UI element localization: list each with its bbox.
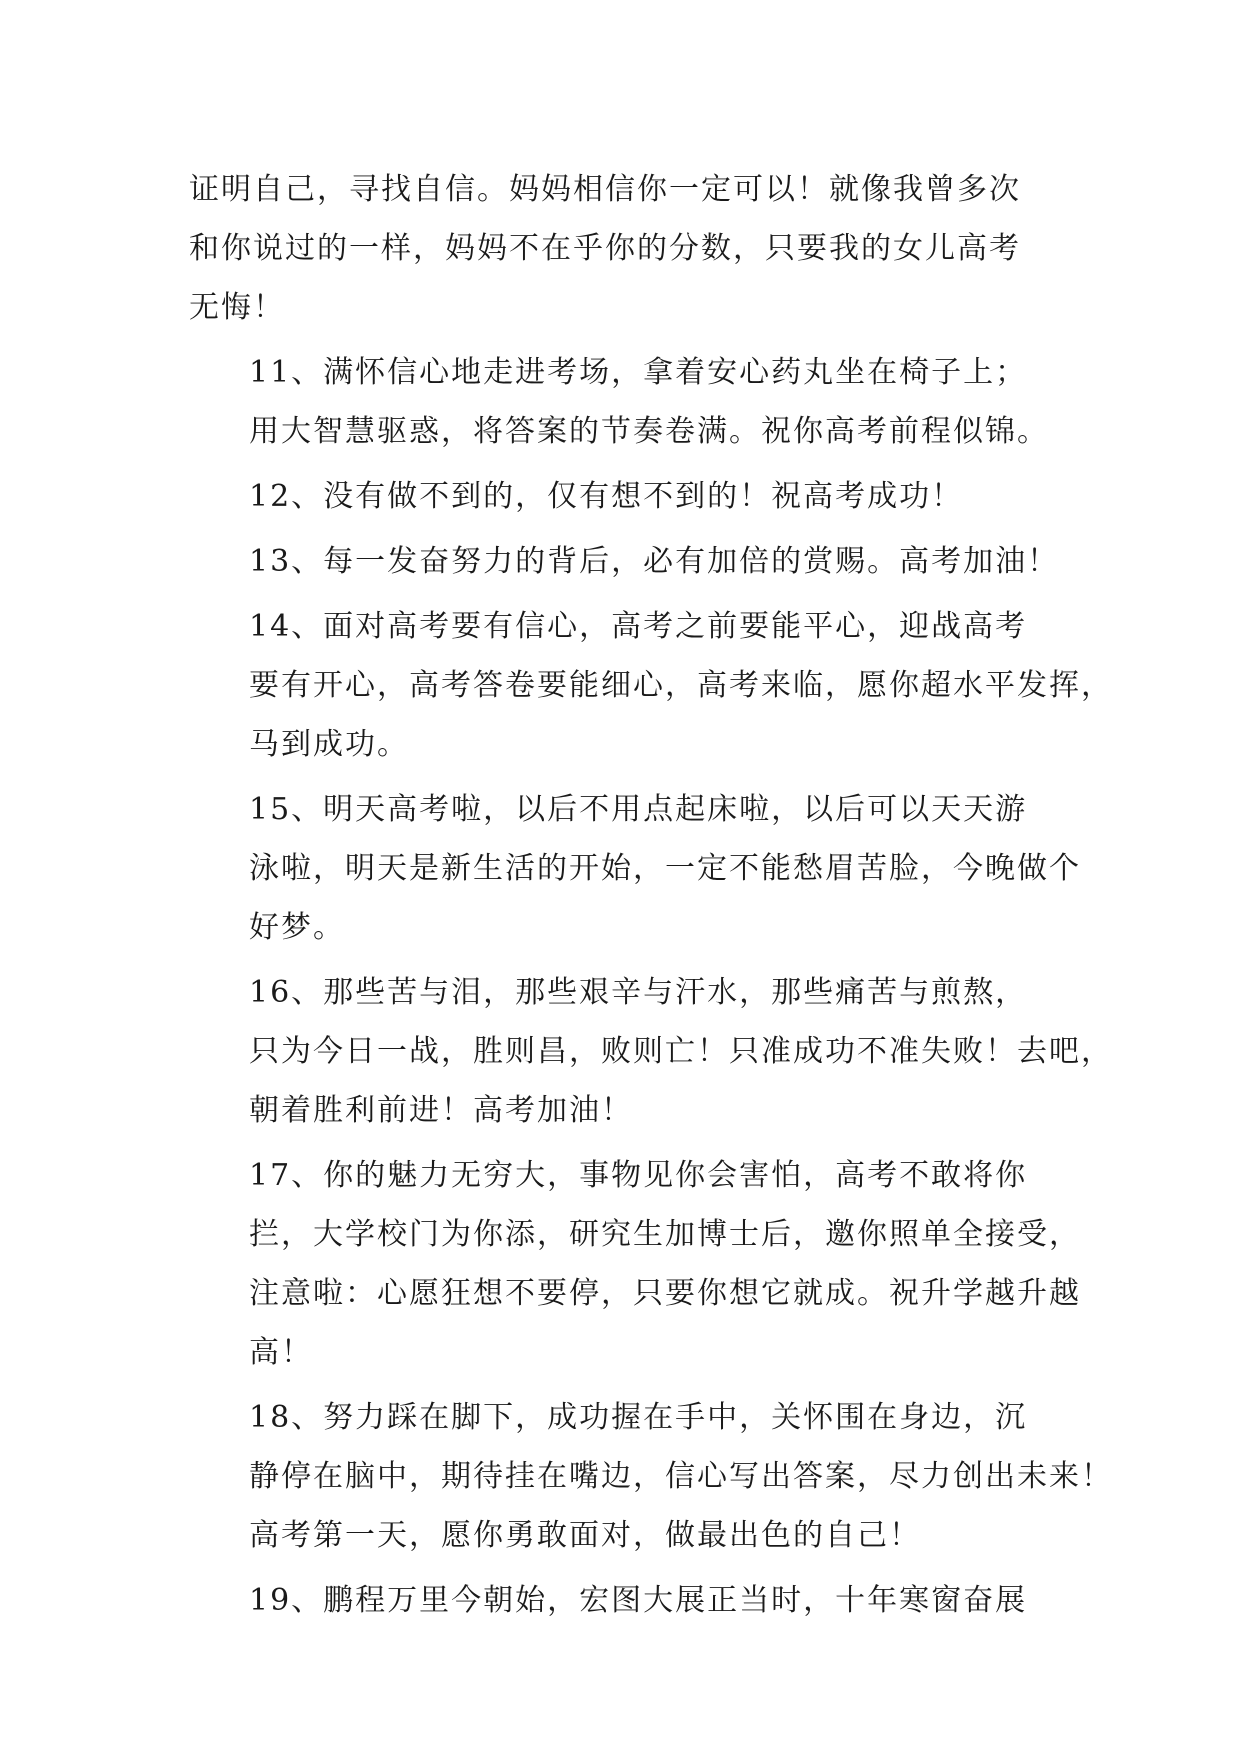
text-line: 要有开心，高考答卷要能细心，高考来临，愿你超水平发挥， [249, 668, 1113, 703]
paragraph [189, 160, 1049, 337]
paragraph [189, 343, 1049, 461]
document-page [189, 160, 1113, 1636]
text-line: 只为今日一战，胜则昌，败则亡！只准成功不准失败！去吧， [249, 1034, 1113, 1069]
paragraph [189, 597, 1113, 774]
text-line: 19、鹏程万里今朝始，宏图大展正当时，十年寒窗奋展 [249, 1583, 1028, 1618]
text-line: 马到成功。 [249, 727, 409, 762]
text-line: 好梦。 [249, 910, 345, 945]
text-line: 朝着胜利前进！高考加油！ [249, 1093, 633, 1128]
paragraph [189, 963, 1113, 1140]
text-line: 无悔！ [189, 290, 285, 325]
text-line: 静停在脑中，期待挂在嘴边，信心写出答案，尽力创出未来！ [249, 1459, 1113, 1494]
text-line: 13、每一发奋努力的背后，必有加倍的赏赐。高考加油！ [249, 544, 1060, 579]
paragraph [189, 1571, 1049, 1630]
text-line: 用大智慧驱惑，将答案的节奏卷满。祝你高考前程似锦。 [249, 414, 1049, 449]
text-line: 17、你的魅力无穷大，事物见你会害怕，高考不敢将你 [249, 1158, 1028, 1193]
text-line: 高考第一天，愿你勇敢面对，做最出色的自己！ [249, 1518, 921, 1553]
text-line: 和你说过的一样，妈妈不在乎你的分数，只要我的女儿高考 [189, 231, 1021, 266]
text-line: 注意啦：心愿狂想不要停，只要你想它就成。祝升学越升越 [249, 1276, 1081, 1311]
paragraph [189, 532, 1060, 591]
text-line: 拦，大学校门为你添，研究生加博士后，邀你照单全接受， [249, 1217, 1081, 1252]
text-line: 12、没有做不到的，仅有想不到的！祝高考成功！ [249, 479, 964, 514]
paragraph [189, 780, 1081, 957]
text-line: 证明自己，寻找自信。妈妈相信你一定可以！就像我曾多次 [189, 172, 1021, 207]
document-body [189, 160, 1113, 1630]
text-line: 泳啦，明天是新生活的开始，一定不能愁眉苦脸，今晚做个 [249, 851, 1081, 886]
text-line: 15、明天高考啦，以后不用点起床啦，以后可以天天游 [249, 792, 1028, 827]
text-line: 11、满怀信心地走进考场，拿着安心药丸坐在椅子上； [249, 355, 1028, 390]
paragraph [189, 1388, 1113, 1565]
paragraph [189, 467, 1049, 526]
text-line: 18、努力踩在脚下，成功握在手中，关怀围在身边，沉 [249, 1400, 1028, 1435]
text-line: 14、面对高考要有信心，高考之前要能平心，迎战高考 [249, 609, 1028, 644]
text-line: 高！ [249, 1335, 313, 1370]
text-line: 16、那些苦与泪，那些艰辛与汗水，那些痛苦与煎熬， [249, 975, 1028, 1010]
paragraph [189, 1146, 1081, 1382]
